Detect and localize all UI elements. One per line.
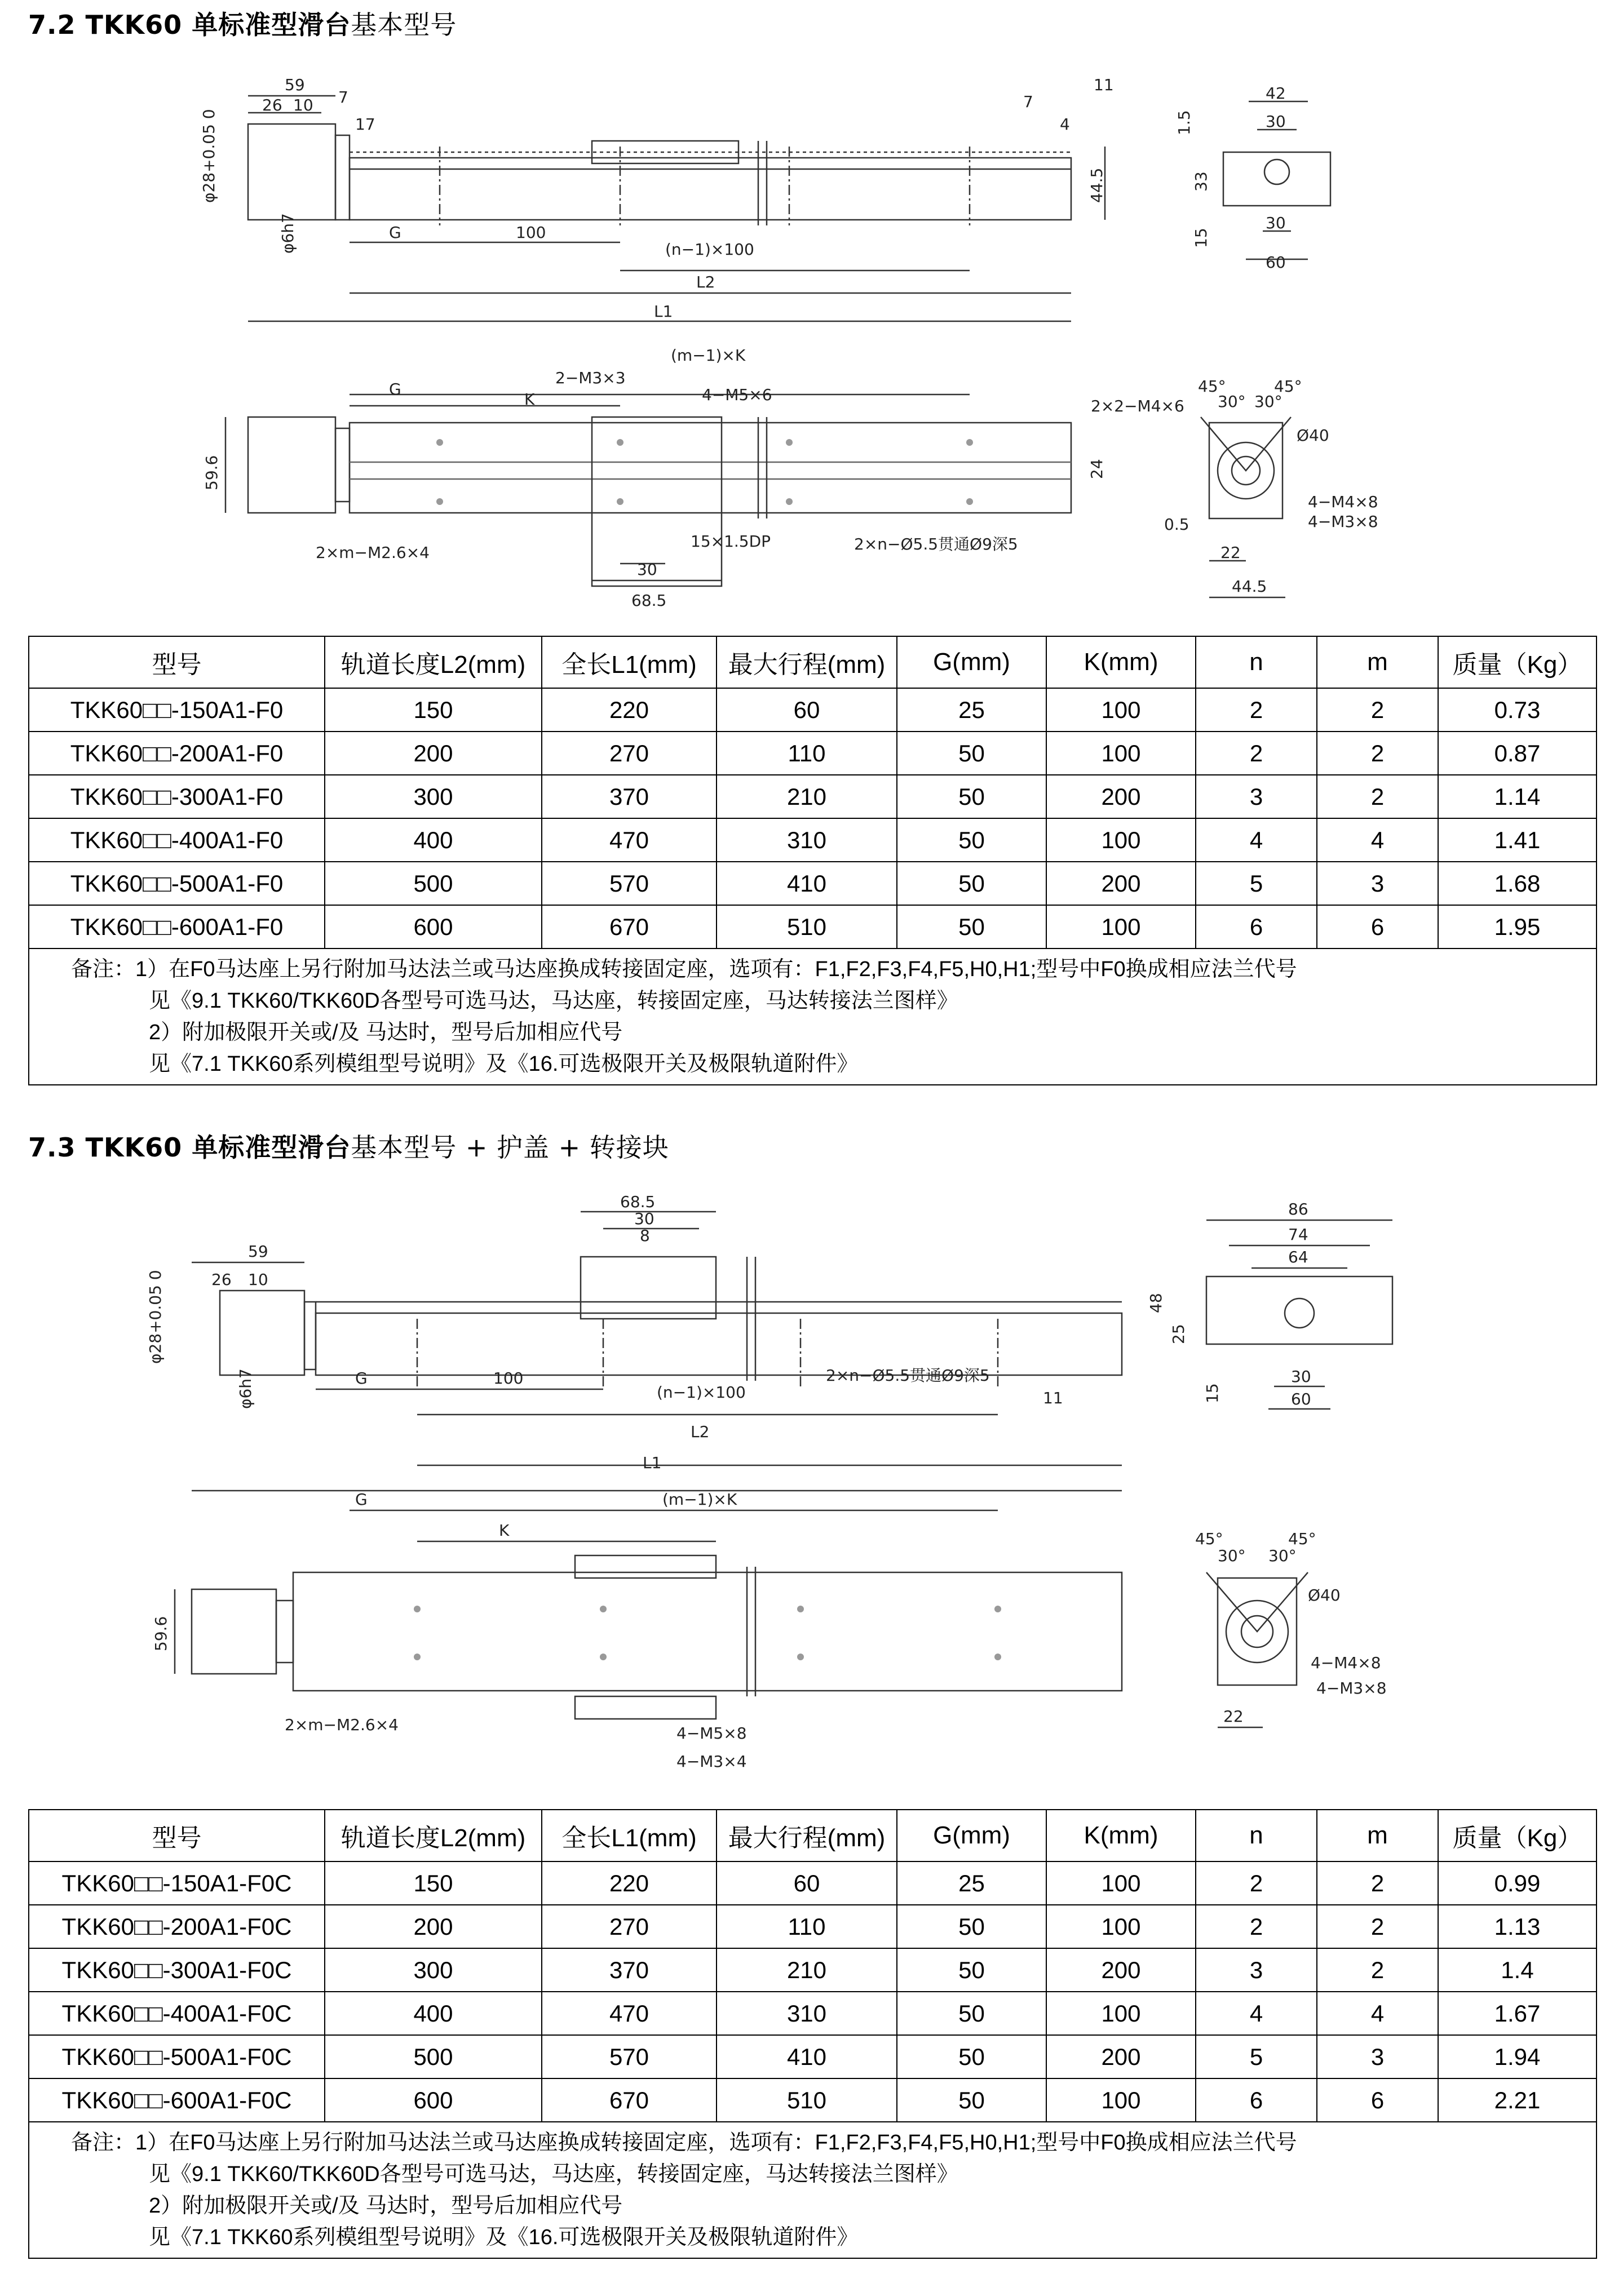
dim-label: L1 bbox=[654, 302, 673, 321]
table-cell: 50 bbox=[897, 2035, 1046, 2078]
dim-label: 4−M3×8 bbox=[1308, 512, 1378, 531]
table-cell: 6 bbox=[1317, 2078, 1438, 2122]
table-cell: 400 bbox=[325, 1992, 542, 2035]
dim-label: 2×m−M2.6×4 bbox=[316, 543, 430, 562]
header-cell: 轨道长度L2(mm) bbox=[325, 1810, 542, 1861]
table-cell: TKK60□□-400A1-F0 bbox=[29, 818, 325, 862]
header-cell: 质量（Kg） bbox=[1438, 636, 1597, 688]
table-cell: 1.14 bbox=[1438, 775, 1597, 818]
table-cell: 410 bbox=[717, 2035, 897, 2078]
dim-label: 4−M5×8 bbox=[676, 1724, 747, 1743]
table-cell: 5 bbox=[1196, 862, 1317, 905]
note-line: 见《9.1 TKK60/TKK60D各型号可选马达，马达座，转接固定座，马达转接法兰图样》 bbox=[149, 989, 958, 1013]
dim-label: 60 bbox=[1291, 1390, 1311, 1408]
table-cell: 300 bbox=[325, 775, 542, 818]
table-cell: 310 bbox=[717, 818, 897, 862]
table-cell: 50 bbox=[897, 818, 1046, 862]
dim-label: 22 bbox=[1220, 543, 1241, 562]
header-cell: n bbox=[1196, 1810, 1317, 1861]
table-cell: 400 bbox=[325, 818, 542, 862]
table-cell: 210 bbox=[717, 1948, 897, 1992]
dim-label: 30° bbox=[1218, 392, 1246, 411]
note-line: 2）附加极限开关或/及 马达时，型号后加相应代号 bbox=[149, 2194, 623, 2218]
dim-label: 44.5 bbox=[1087, 167, 1106, 203]
header-cell: m bbox=[1317, 1810, 1438, 1861]
technical-drawing-7-3 bbox=[0, 1172, 1623, 1781]
dim-label: 25 bbox=[1169, 1324, 1188, 1344]
table-cell: 2 bbox=[1317, 775, 1438, 818]
table-cell: 2 bbox=[1317, 1861, 1438, 1905]
table-cell: TKK60□□-500A1-F0 bbox=[29, 862, 325, 905]
table-cell: TKK60□□-150A1-F0 bbox=[29, 688, 325, 732]
table-cell: 500 bbox=[325, 2035, 542, 2078]
dim-label: 15×1.5DP bbox=[691, 532, 771, 551]
table-cell: 1.4 bbox=[1438, 1948, 1597, 1992]
note-line: 2）附加极限开关或/及 马达时，型号后加相应代号 bbox=[149, 1021, 623, 1044]
dim-label: 15 bbox=[1192, 228, 1210, 248]
header-cell: G(mm) bbox=[897, 636, 1046, 688]
table-cell: 570 bbox=[542, 862, 717, 905]
dim-label: (n−1)×100 bbox=[657, 1383, 746, 1402]
header-cell: 全长L1(mm) bbox=[542, 1810, 717, 1861]
dim-label: 86 bbox=[1288, 1200, 1308, 1218]
table-cell: 60 bbox=[717, 688, 897, 732]
table-row bbox=[29, 2078, 1597, 2122]
dim-label: L1 bbox=[643, 1453, 662, 1472]
table-cell: 1.13 bbox=[1438, 1905, 1597, 1948]
table-notes-row bbox=[29, 948, 1597, 1085]
note-line: 备注：1）在F0马达座上另行附加马达法兰或马达座换成转接固定座，选项有：F1,F2,F3,F4,F5,H0,H1;型号中F0换成相应法兰代号 bbox=[71, 2131, 1297, 2155]
table-cell: 670 bbox=[542, 905, 717, 948]
dim-label: 1.5 bbox=[1175, 110, 1193, 135]
table-cell: 0.73 bbox=[1438, 688, 1597, 732]
header-cell: 最大行程(mm) bbox=[717, 1810, 897, 1861]
section-title-bold: 7.2 TKK60 单标准型滑台 bbox=[28, 10, 351, 40]
table-row bbox=[29, 1861, 1597, 1905]
dim-label: 30 bbox=[634, 1209, 654, 1228]
header-cell: K(mm) bbox=[1046, 1810, 1196, 1861]
table-cell: 2 bbox=[1317, 732, 1438, 775]
dim-label: 2×n−Ø5.5贯通Ø9深5 bbox=[854, 535, 1018, 553]
dim-label: 24 bbox=[1087, 459, 1106, 479]
dim-label: 4−M3×4 bbox=[676, 1752, 747, 1771]
table-cell: 50 bbox=[897, 1948, 1046, 1992]
table-cell: 100 bbox=[1046, 1992, 1196, 2035]
table-cell: 60 bbox=[717, 1861, 897, 1905]
table-cell: 6 bbox=[1196, 905, 1317, 948]
table-cell: 50 bbox=[897, 862, 1046, 905]
section-title-plain: 基本型号 bbox=[351, 10, 457, 40]
table-cell: 4 bbox=[1196, 818, 1317, 862]
dim-label: 4−M4×8 bbox=[1311, 1654, 1381, 1672]
table-cell: 2 bbox=[1196, 1861, 1317, 1905]
dim-label: 45° bbox=[1274, 377, 1302, 396]
motor-block-side bbox=[220, 1291, 304, 1375]
table-notes bbox=[29, 948, 1597, 1085]
table-notes bbox=[29, 2122, 1597, 2258]
motor-block-top bbox=[192, 1589, 276, 1674]
table-cell: TKK60□□-200A1-F0 bbox=[29, 732, 325, 775]
note-line: 见《7.1 TKK60系列模组型号说明》及《16.可选极限开关及极限轨道附件》 bbox=[149, 2226, 859, 2249]
dim-label: 4−M5×6 bbox=[702, 385, 772, 404]
table-cell: 370 bbox=[542, 775, 717, 818]
table-cell: 200 bbox=[1046, 862, 1196, 905]
header-cell: 型号 bbox=[29, 1810, 325, 1861]
table-cell: 1.67 bbox=[1438, 1992, 1597, 2035]
dim-label: 15 bbox=[1203, 1383, 1222, 1403]
rail-side bbox=[316, 1313, 1122, 1375]
dim-label: L2 bbox=[696, 273, 715, 291]
end-view-body bbox=[1206, 1276, 1392, 1344]
table-cell: 4 bbox=[1196, 1992, 1317, 2035]
table-cell: 3 bbox=[1317, 2035, 1438, 2078]
table-cell: 3 bbox=[1196, 775, 1317, 818]
dim-label: 2−M3×3 bbox=[555, 369, 626, 387]
dim-label: 100 bbox=[493, 1369, 524, 1388]
dim-label: 30° bbox=[1218, 1546, 1246, 1565]
table-cell: TKK60□□-400A1-F0C bbox=[29, 1992, 325, 2035]
table-cell: 510 bbox=[717, 2078, 897, 2122]
table-cell: 25 bbox=[897, 1861, 1046, 1905]
table-cell: 0.99 bbox=[1438, 1861, 1597, 1905]
dim-label: 33 bbox=[1192, 171, 1210, 192]
dim-label: 30 bbox=[1266, 112, 1286, 131]
table-cell: 500 bbox=[325, 862, 542, 905]
table-cell: 100 bbox=[1046, 732, 1196, 775]
spec-table-7-2 bbox=[28, 636, 1597, 1085]
header-cell: 轨道长度L2(mm) bbox=[325, 636, 542, 688]
table-row bbox=[29, 905, 1597, 948]
dim-label: Ø40 bbox=[1297, 426, 1329, 445]
dim-label: 17 bbox=[355, 115, 375, 134]
table-cell: 4 bbox=[1317, 1992, 1438, 2035]
dim-label: φ28+0.05 0 bbox=[200, 109, 218, 203]
note-line: 见《9.1 TKK60/TKK60D各型号可选马达，马达座，转接固定座，马达转接法兰图样》 bbox=[149, 2162, 958, 2186]
dim-label: G bbox=[389, 380, 401, 398]
dim-label: 2×2−M4×6 bbox=[1091, 397, 1184, 415]
motor-block-side bbox=[248, 124, 335, 220]
table-row bbox=[29, 1992, 1597, 2035]
table-cell: 1.94 bbox=[1438, 2035, 1597, 2078]
dim-label: 59.6 bbox=[202, 455, 221, 490]
table-cell: 200 bbox=[325, 732, 542, 775]
section-title-plain: 基本型号 + 护盖 + 转接块 bbox=[351, 1132, 669, 1163]
table-cell: 2.21 bbox=[1438, 2078, 1597, 2122]
header-cell: n bbox=[1196, 636, 1317, 688]
table-cell: 600 bbox=[325, 2078, 542, 2122]
table-cell: 300 bbox=[325, 1948, 542, 1992]
table-row bbox=[29, 862, 1597, 905]
table-cell: 2 bbox=[1317, 1905, 1438, 1948]
header-cell: 质量（Kg） bbox=[1438, 1810, 1597, 1861]
header-cell: G(mm) bbox=[897, 1810, 1046, 1861]
table-cell: 220 bbox=[542, 1861, 717, 1905]
rail-side bbox=[350, 158, 1071, 220]
table-cell: 270 bbox=[542, 1905, 717, 1948]
dim-label: 4−M3×8 bbox=[1316, 1679, 1387, 1697]
dim-label: 22 bbox=[1223, 1707, 1244, 1726]
note-line: 见《7.1 TKK60系列模组型号说明》及《16.可选极限开关及极限轨道附件》 bbox=[149, 1052, 859, 1076]
table-cell: 150 bbox=[325, 688, 542, 732]
motor-block-top bbox=[248, 417, 335, 513]
table-cell: 370 bbox=[542, 1948, 717, 1992]
header-cell: 全长L1(mm) bbox=[542, 636, 717, 688]
dim-label: 68.5 bbox=[620, 1193, 656, 1211]
carriage-side bbox=[581, 1257, 716, 1319]
drawing-7-2 bbox=[0, 56, 1623, 620]
dim-label: 30 bbox=[1266, 214, 1286, 232]
table-cell: 200 bbox=[1046, 2035, 1196, 2078]
dim-label: 59 bbox=[248, 1242, 268, 1261]
table-cell: 2 bbox=[1317, 1948, 1438, 1992]
table-cell: 2 bbox=[1317, 688, 1438, 732]
dim-label: 74 bbox=[1288, 1225, 1308, 1244]
rail-top bbox=[350, 423, 1071, 513]
dim-label: 26 bbox=[262, 96, 282, 114]
table-cell: 100 bbox=[1046, 1861, 1196, 1905]
table-row bbox=[29, 732, 1597, 775]
table-row bbox=[29, 775, 1597, 818]
table-cell: 210 bbox=[717, 775, 897, 818]
dim-label: 7 bbox=[1023, 92, 1033, 111]
table-cell: 25 bbox=[897, 688, 1046, 732]
dim-label: 100 bbox=[516, 223, 546, 242]
dim-label: 68.5 bbox=[631, 591, 667, 610]
table-cell: 110 bbox=[717, 732, 897, 775]
table-cell: TKK60□□-300A1-F0C bbox=[29, 1948, 325, 1992]
table-cell: 50 bbox=[897, 775, 1046, 818]
table-cell: TKK60□□-300A1-F0 bbox=[29, 775, 325, 818]
table-cell: 2 bbox=[1196, 688, 1317, 732]
section-title-7-2 bbox=[28, 5, 457, 42]
dim-label: 4−M4×8 bbox=[1308, 493, 1378, 511]
spec-table-7-3 bbox=[28, 1809, 1597, 2259]
table-cell: 2 bbox=[1196, 732, 1317, 775]
table-cell: 50 bbox=[897, 2078, 1046, 2122]
table-cell: 6 bbox=[1317, 905, 1438, 948]
dim-label: 44.5 bbox=[1232, 577, 1267, 596]
table-cell: 200 bbox=[1046, 775, 1196, 818]
dim-label: 30 bbox=[1291, 1367, 1311, 1386]
header-cell: m bbox=[1317, 636, 1438, 688]
header-cell: K(mm) bbox=[1046, 636, 1196, 688]
dim-label: G bbox=[355, 1369, 368, 1388]
table-cell: 510 bbox=[717, 905, 897, 948]
table-cell: 1.68 bbox=[1438, 862, 1597, 905]
dim-label: 48 bbox=[1147, 1293, 1165, 1313]
table-cell: TKK60□□-600A1-F0 bbox=[29, 905, 325, 948]
dim-label: 26 bbox=[211, 1270, 232, 1289]
dim-label: 30° bbox=[1254, 392, 1283, 411]
dim-label: φ6h7 bbox=[236, 1368, 255, 1409]
dim-label: 42 bbox=[1266, 84, 1286, 103]
dim-label: 59 bbox=[285, 76, 305, 94]
table-row bbox=[29, 2035, 1597, 2078]
table-header-row bbox=[29, 1810, 1597, 1861]
table-cell: 150 bbox=[325, 1861, 542, 1905]
table-cell: 6 bbox=[1196, 2078, 1317, 2122]
table-cell: 200 bbox=[1046, 1948, 1196, 1992]
table-cell: 470 bbox=[542, 1992, 717, 2035]
table-cell: 50 bbox=[897, 732, 1046, 775]
table-cell: 1.41 bbox=[1438, 818, 1597, 862]
table-cell: 50 bbox=[897, 1992, 1046, 2035]
dim-label: K bbox=[499, 1521, 510, 1540]
dim-label: 7 bbox=[338, 88, 348, 107]
table-cell: TKK60□□-200A1-F0C bbox=[29, 1905, 325, 1948]
table-notes-row bbox=[29, 2122, 1597, 2258]
table-row bbox=[29, 688, 1597, 732]
dim-label: 64 bbox=[1288, 1248, 1308, 1266]
dim-label: φ6h7 bbox=[278, 213, 297, 254]
dim-label: 45° bbox=[1198, 377, 1226, 396]
table-cell: 110 bbox=[717, 1905, 897, 1948]
dim-label: 0.5 bbox=[1164, 515, 1189, 534]
dim-label: 4 bbox=[1060, 115, 1070, 134]
dim-label: 2×n−Ø5.5贯通Ø9深5 bbox=[826, 1366, 990, 1385]
table-cell: TKK60□□-500A1-F0C bbox=[29, 2035, 325, 2078]
table-cell: 220 bbox=[542, 688, 717, 732]
dim-label: K bbox=[524, 390, 535, 409]
dim-label: 30 bbox=[637, 560, 657, 579]
table-cell: 4 bbox=[1317, 818, 1438, 862]
dim-label: (n−1)×100 bbox=[665, 240, 754, 259]
dim-label: 8 bbox=[640, 1226, 650, 1245]
table-cell: TKK60□□-600A1-F0C bbox=[29, 2078, 325, 2122]
dim-label: 59.6 bbox=[152, 1616, 170, 1651]
dim-label: 11 bbox=[1094, 76, 1114, 94]
dim-label: φ28+0.05 0 bbox=[146, 1270, 165, 1364]
table-cell: 2 bbox=[1196, 1905, 1317, 1948]
dim-label: (m−1)×K bbox=[671, 346, 746, 365]
dim-label: 45° bbox=[1288, 1530, 1316, 1548]
table-cell: 100 bbox=[1046, 1905, 1196, 1948]
table-cell: 3 bbox=[1317, 862, 1438, 905]
table-cell: 50 bbox=[897, 905, 1046, 948]
table-cell: TKK60□□-150A1-F0C bbox=[29, 1861, 325, 1905]
table-cell: 410 bbox=[717, 862, 897, 905]
table-cell: 470 bbox=[542, 818, 717, 862]
table-cell: 1.95 bbox=[1438, 905, 1597, 948]
section-title-7-3 bbox=[28, 1127, 669, 1164]
table-cell: 600 bbox=[325, 905, 542, 948]
dim-label: Ø40 bbox=[1308, 1586, 1341, 1604]
dim-label: 2×m−M2.6×4 bbox=[285, 1716, 399, 1734]
dim-label: 10 bbox=[248, 1270, 268, 1289]
dim-label: 45° bbox=[1195, 1530, 1223, 1548]
dim-label: 30° bbox=[1268, 1546, 1297, 1565]
table-cell: 100 bbox=[1046, 2078, 1196, 2122]
table-cell: 310 bbox=[717, 1992, 897, 2035]
table-cell: 100 bbox=[1046, 905, 1196, 948]
drawing-7-3 bbox=[0, 1172, 1623, 1781]
table-cell: 200 bbox=[325, 1905, 542, 1948]
rail-top bbox=[293, 1572, 1122, 1691]
table-cell: 0.87 bbox=[1438, 732, 1597, 775]
dim-label: L2 bbox=[691, 1422, 710, 1441]
dim-label: 60 bbox=[1266, 253, 1286, 272]
dim-label: (m−1)×K bbox=[662, 1490, 737, 1509]
dim-label: 10 bbox=[293, 96, 313, 114]
table-header-row bbox=[29, 636, 1597, 688]
dim-label: G bbox=[355, 1490, 368, 1509]
table-cell: 670 bbox=[542, 2078, 717, 2122]
table-cell: 570 bbox=[542, 2035, 717, 2078]
table-row bbox=[29, 1948, 1597, 1992]
technical-drawing-7-2 bbox=[0, 56, 1623, 620]
table-cell: 50 bbox=[897, 1905, 1046, 1948]
note-line: 备注：1）在F0马达座上另行附加马达法兰或马达座换成转接固定座，选项有：F1,F2,F3,F4,F5,H0,H1;型号中F0换成相应法兰代号 bbox=[71, 958, 1297, 981]
table-cell: 5 bbox=[1196, 2035, 1317, 2078]
header-cell: 最大行程(mm) bbox=[717, 636, 897, 688]
table-cell: 3 bbox=[1196, 1948, 1317, 1992]
section-title-bold: 7.3 TKK60 单标准型滑台 bbox=[28, 1132, 351, 1163]
dim-label: G bbox=[389, 223, 401, 242]
table-row bbox=[29, 1905, 1597, 1948]
header-cell: 型号 bbox=[29, 636, 325, 688]
table-cell: 270 bbox=[542, 732, 717, 775]
table-cell: 100 bbox=[1046, 818, 1196, 862]
table-row bbox=[29, 818, 1597, 862]
dim-label: 11 bbox=[1043, 1389, 1063, 1407]
table-cell: 100 bbox=[1046, 688, 1196, 732]
